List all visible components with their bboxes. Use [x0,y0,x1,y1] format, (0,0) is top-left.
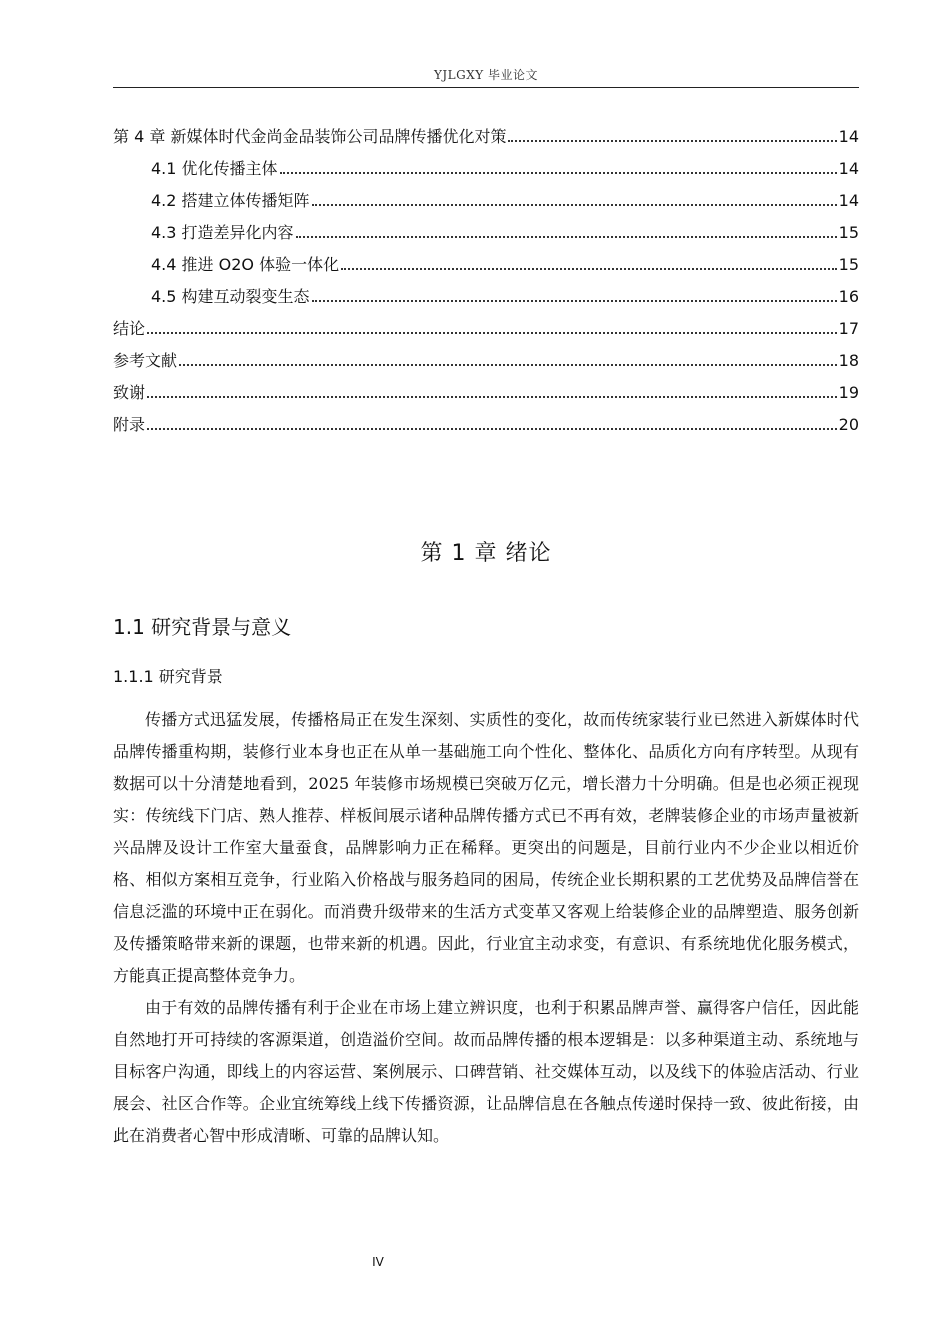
toc-leader-dots [312,299,837,302]
toc-entry-4-3[interactable] [113,220,859,252]
toc-entry-4-5[interactable] [113,284,859,316]
table-of-contents [113,124,859,444]
toc-entry-page: 14 [838,127,859,146]
toc-entry-page: 15 [838,223,859,242]
toc-entry-title: 4.1 优化传播主体 [151,159,278,178]
toc-entry-title: 4.4 推进 O2O 体验一体化 [151,255,340,274]
toc-leader-dots [147,427,837,430]
toc-entry-title: 4.2 搭建立体传播矩阵 [151,191,310,210]
toc-entry-chapter-4[interactable] [113,124,859,156]
toc-leader-dots [147,395,837,398]
toc-entry-references[interactable] [113,348,859,380]
toc-entry-page: 14 [838,191,859,210]
toc-entry-page: 17 [838,319,859,338]
toc-leader-dots [296,235,837,238]
toc-entry-page: 18 [838,351,859,370]
running-header: YJLGXY 毕业论文 [433,68,539,82]
toc-leader-dots [312,203,837,206]
toc-entry-title: 4.5 构建互动裂变生态 [151,287,310,306]
toc-entry-page: 20 [838,415,859,434]
toc-entry-acknowledgements[interactable] [113,380,859,412]
body-text [113,704,859,1152]
toc-entry-page: 15 [838,255,859,274]
toc-entry-title: 结论 [113,319,146,338]
toc-leader-dots [341,267,837,270]
toc-entry-4-4[interactable] [113,252,859,284]
toc-entry-page: 19 [838,383,859,402]
chapter-heading: 第 1 章 绪论 [420,541,552,566]
toc-entry-4-1[interactable] [113,156,859,188]
toc-entry-page: 14 [838,159,859,178]
toc-entry-title: 4.3 打造差异化内容 [151,223,294,242]
body-paragraph: 由于有效的品牌传播有利于企业在市场上建立辨识度，也利于积累品牌声誉、赢得客户信任，因此能自然地打开可持续的客源渠道，创造溢价空间。故而品牌传播的根本逻辑是：以多种渠道主动、系统地与目标客户沟通，即线上的内容运营、案例展示、口碑营销、社交媒体互动，以及线下的体验店活动、行业展会、社区合作等。企业宜统筹线上线下传播资源，让品牌信息在各触点传递时保持一致、彼此衔接，由此在消费者心智中形成清晰、可靠的品牌认知。 [113,998,859,1145]
toc-entry-title: 第 4 章 新媒体时代金尚金品装饰公司品牌传播优化对策 [113,127,507,146]
toc-entry-title: 致谢 [113,383,146,402]
toc-entry-conclusion[interactable] [113,316,859,348]
toc-entry-appendix[interactable] [113,412,859,444]
page-number: IV [372,1255,384,1269]
toc-entry-title: 参考文献 [113,351,178,370]
subsection-heading: 1.1.1 研究背景 [113,667,223,686]
toc-entry-page: 16 [838,287,859,306]
body-paragraph: 传播方式迅猛发展，传播格局正在发生深刻、实质性的变化，故而传统家装行业已然进入新媒体时代品牌传播重构期，装修行业本身也正在从单一基础施工向个性化、整体化、品质化方向有序转型。从现有数据可以十分清楚地看到，2025 年装修市场规模已突破万亿元，增长潜力十分明确。但是也必须正视现实：传统线下门店、熟人推荐、样板间展示诸种品牌传播方式已不再有效，老牌装修企业的市场声量被新兴品牌及设计工作室大量蚕食，品牌影响力正在稀释。更突出的问题是，目前行业内不少企业以相近价格、相似方案相互竞争，行业陷入价格战与服务趋同的困局，传统企业长期积累的工艺优势及品牌信誉在信息泛滥的环境中正在弱化。而消费升级带来的生活方式变革又客观上给装修企业的品牌塑造、服务创新及传播策略带来新的课题，也带来新的机遇。因此，行业宜主动求变，有意识、有系统地优化服务模式，方能真正提高整体竞争力。 [113,710,859,985]
header-divider [113,87,859,88]
section-heading: 1.1 研究背景与意义 [113,615,292,639]
toc-entry-title: 附录 [113,415,146,434]
toc-entry-4-2[interactable] [113,188,859,220]
toc-leader-dots [179,363,837,366]
toc-leader-dots [280,171,837,174]
toc-leader-dots [147,331,837,334]
toc-leader-dots [508,139,836,142]
